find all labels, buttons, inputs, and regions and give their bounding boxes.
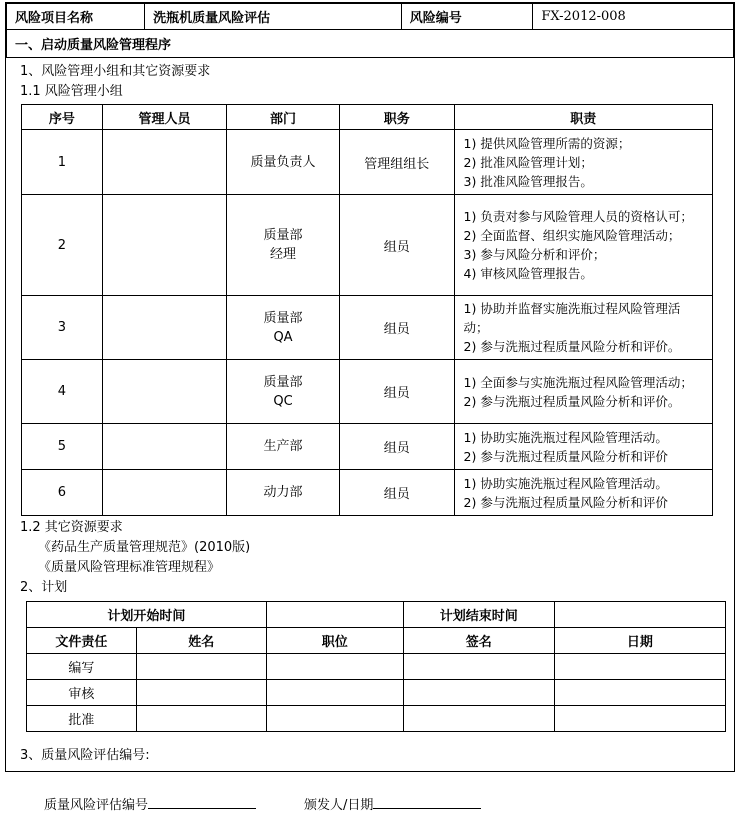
- risk-number-value: FX-2012-008: [533, 4, 734, 30]
- person-cell-empty: [102, 470, 226, 516]
- position-cell-empty: [266, 680, 403, 706]
- row-no: 6: [22, 470, 103, 516]
- dept-line: QA: [273, 329, 293, 345]
- dept-line: 质量负责人: [250, 154, 316, 170]
- signature-cell-empty: [403, 654, 554, 680]
- dept-line: 质量部: [263, 374, 303, 390]
- table-row: [22, 195, 713, 296]
- table-row: [22, 130, 713, 195]
- plan-table: [26, 601, 726, 732]
- date-cell-empty: [554, 706, 725, 732]
- person-cell-empty: [102, 195, 226, 296]
- name-cell-empty: [136, 680, 266, 706]
- col-header-date: 日期: [554, 628, 725, 654]
- title-cell: 组员: [339, 424, 454, 470]
- role-cell: 批准: [27, 706, 137, 732]
- dept-line: 质量部: [263, 310, 303, 326]
- team-table-header-row: [22, 105, 713, 130]
- duty-item: 2) 参与洗瓶过程质量风险分析和评价: [463, 448, 668, 464]
- duties-cell: [454, 470, 712, 516]
- section-one-title: 一、启动质量风险管理程序: [7, 30, 734, 58]
- name-cell-empty: [136, 654, 266, 680]
- duty-item: 1) 负责对参与风险管理人员的资格认可；: [463, 209, 693, 224]
- row-no: 4: [22, 360, 103, 424]
- duties-cell: [454, 424, 712, 470]
- plan-start-label: 计划开始时间: [27, 602, 267, 628]
- risk-project-name-value: 洗瓶机质量风险评估: [145, 4, 402, 30]
- signature-cell-empty: [403, 706, 554, 732]
- date-cell-empty: [554, 680, 725, 706]
- col-header-position: 职位: [266, 628, 403, 654]
- col-header-title: 职务: [339, 105, 454, 130]
- col-header-doc-responsibility: 文件责任: [27, 628, 137, 654]
- duty-item: 1) 提供风险管理所需的资源；: [463, 135, 631, 151]
- risk-team-table: [21, 104, 713, 516]
- duty-item: 2) 全面监督、组织实施风险管理活动；: [463, 228, 681, 243]
- blank-underline: [373, 795, 481, 809]
- row-no: 3: [22, 296, 103, 360]
- col-header-no: 序号: [22, 105, 103, 130]
- dept-cell: [227, 195, 340, 296]
- document-header-table: [6, 3, 734, 58]
- duty-item: 3) 参与风险分析和评价；: [463, 247, 606, 262]
- person-cell-empty: [102, 360, 226, 424]
- row-no: 2: [22, 195, 103, 296]
- title-cell: 组员: [339, 360, 454, 424]
- duty-item: 1) 全面参与实施洗瓶过程风险管理活动；: [463, 374, 693, 390]
- resource-item: 《质量风险管理标准管理规程》: [38, 560, 221, 575]
- person-cell-empty: [102, 296, 226, 360]
- plan-header-row: [27, 628, 726, 654]
- duty-item: 2) 参与洗瓶过程质量风险分析和评价。: [463, 393, 681, 409]
- plan-row-review: [27, 680, 726, 706]
- dept-cell: [227, 424, 340, 470]
- duty-item: 3) 批准风险管理报告。: [463, 173, 593, 189]
- resource-item: 《药品生产质量管理规范》(2010版): [38, 540, 251, 555]
- table-row: [22, 360, 713, 424]
- heading-plan: 2、计划: [20, 580, 68, 595]
- title-cell: 组员: [339, 195, 454, 296]
- title-cell: 组员: [339, 296, 454, 360]
- col-header-dept: 部门: [227, 105, 340, 130]
- assessment-number-line: [6, 794, 734, 813]
- signature-cell-empty: [403, 680, 554, 706]
- plan-time-row: [27, 602, 726, 628]
- col-header-person: 管理人员: [102, 105, 226, 130]
- role-cell: 编写: [27, 654, 137, 680]
- duty-item: 2) 批准风险管理计划；: [463, 154, 593, 170]
- row-no: 5: [22, 424, 103, 470]
- duties-cell: [454, 296, 712, 360]
- risk-project-name-label: 风险项目名称: [7, 4, 145, 30]
- title-cell: 管理组组长: [339, 130, 454, 195]
- dept-line: 质量部: [263, 228, 303, 243]
- dept-line: 动力部: [263, 485, 303, 500]
- document-body: [6, 58, 734, 813]
- dept-cell: [227, 470, 340, 516]
- dept-line: 生产部: [263, 439, 303, 454]
- duty-item: 4) 审核风险管理报告。: [463, 266, 593, 281]
- person-cell-empty: [102, 424, 226, 470]
- duty-item: 1) 协助实施洗瓶过程风险管理活动。: [463, 475, 668, 491]
- dept-cell: [227, 360, 340, 424]
- table-row: [22, 470, 713, 516]
- heading-risk-team-and-resources: 1、风险管理小组和其它资源要求: [20, 64, 211, 79]
- assessment-number-label: 质量风险评估编号: [44, 798, 149, 813]
- duty-item: 1) 协助实施洗瓶过程风险管理活动。: [463, 429, 668, 445]
- heading-other-resources: 1.2 其它资源要求: [20, 520, 123, 535]
- dept-cell: [227, 130, 340, 195]
- dept-line: 经理: [270, 247, 297, 262]
- row-no: 1: [22, 130, 103, 195]
- plan-start-value-cell: [266, 602, 403, 628]
- table-row: [22, 296, 713, 360]
- dept-cell: [227, 296, 340, 360]
- duties-cell: [454, 360, 712, 424]
- duty-item: 1) 协助并监督实施洗瓶过程风险管理活动；: [463, 301, 681, 335]
- col-header-duty: 职责: [454, 105, 712, 130]
- blank-underline: [148, 795, 256, 809]
- document-page: [5, 2, 735, 813]
- duties-cell: [454, 130, 712, 195]
- name-cell-empty: [136, 706, 266, 732]
- col-header-name: 姓名: [136, 628, 266, 654]
- plan-row-write: [27, 654, 726, 680]
- person-cell-empty: [102, 130, 226, 195]
- duties-cell: [454, 195, 712, 296]
- heading-risk-team: 1.1 风险管理小组: [20, 84, 123, 99]
- dept-line: QC: [273, 393, 293, 409]
- col-header-signature: 签名: [403, 628, 554, 654]
- plan-end-label: 计划结束时间: [403, 602, 554, 628]
- role-cell: 审核: [27, 680, 137, 706]
- issuer-date-label: 颁发人/日期: [304, 798, 374, 813]
- date-cell-empty: [554, 654, 725, 680]
- plan-end-value-cell: [554, 602, 725, 628]
- duty-item: 2) 参与洗瓶过程质量风险分析和评价: [463, 494, 668, 510]
- duty-item: 2) 参与洗瓶过程质量风险分析和评价。: [463, 339, 681, 354]
- position-cell-empty: [266, 706, 403, 732]
- heading-assessment-number: 3、质量风险评估编号:: [20, 748, 150, 763]
- plan-row-approve: [27, 706, 726, 732]
- table-row: [22, 424, 713, 470]
- title-cell: 组员: [339, 470, 454, 516]
- position-cell-empty: [266, 654, 403, 680]
- risk-number-label: 风险编号: [401, 4, 533, 30]
